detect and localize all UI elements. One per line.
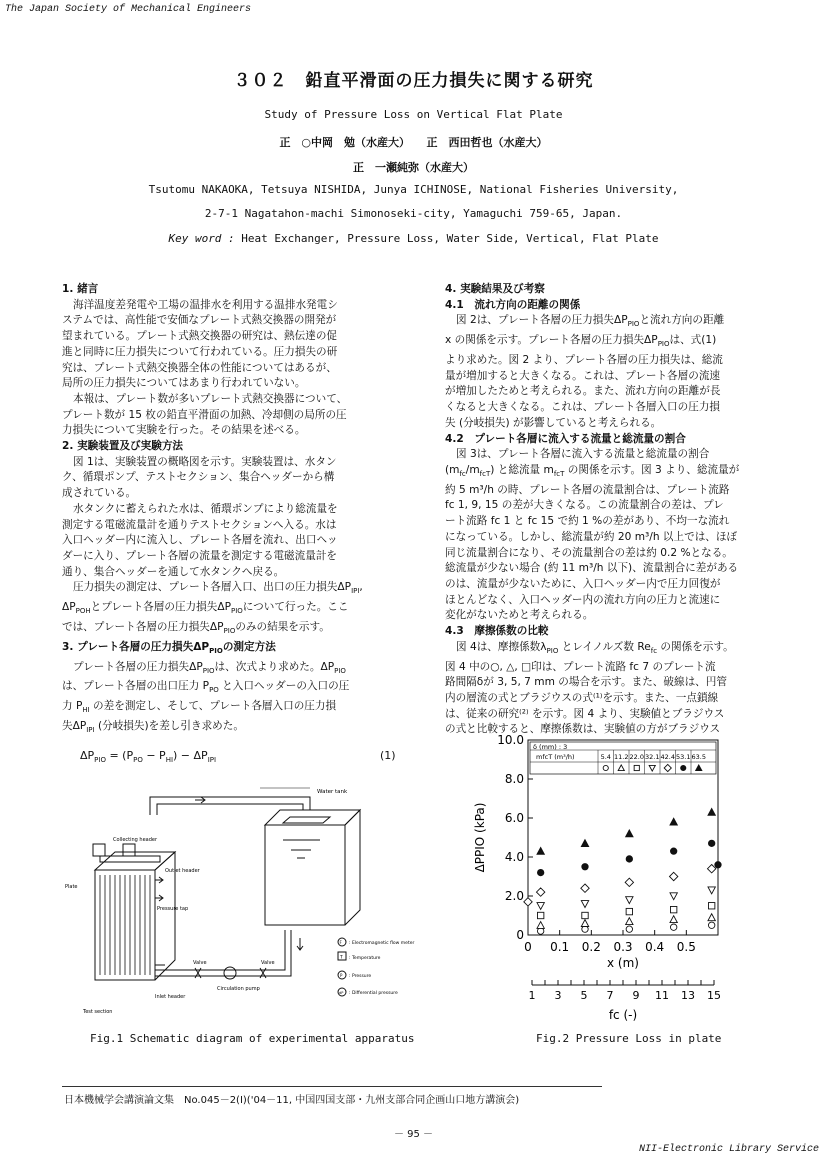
tank-side xyxy=(345,810,360,925)
keyword-label: Key word : xyxy=(168,232,235,245)
data-point xyxy=(626,926,632,932)
society-header: The Japan Society of Mechanical Engineers xyxy=(5,4,252,15)
fig1-legend-symbol-f: F xyxy=(339,940,342,945)
left-column-line: 1. 緒言 xyxy=(62,283,99,295)
right-column-line: 図 4 中の○, △, □印は、プレート流路 fc 7 のプレート流 xyxy=(445,660,716,673)
x-tick-label: 0.4 xyxy=(645,940,665,954)
legend-series-name: 63.5 xyxy=(691,753,706,761)
right-column-line: 量が増加すると大きくなる。これは、プレート各層の流速 xyxy=(445,369,721,382)
data-point xyxy=(708,808,715,815)
right-column-line: 変化がないためと考えられる。 xyxy=(445,609,594,622)
left-column-line: 圧力損失の測定は、プレート各層入口、出口の圧力損失$\Delta P_{IPI}$, xyxy=(73,581,363,596)
data-point xyxy=(626,830,633,837)
data-point xyxy=(708,840,714,846)
left-column-line: 通り、集合ヘッダーを通して水タンクへ戻る。 xyxy=(62,565,285,578)
data-point xyxy=(524,898,532,906)
fc-tick-label: 1 xyxy=(528,989,536,1002)
right-column-line: くなると大きくなる。これは、プレート各層入口の圧力損 xyxy=(445,401,721,414)
fig1-legend-temperature: : Temperature xyxy=(349,956,381,961)
right-column-line: 総流量が少ない場合 (約 11 m³/h 以下)、流量割合に差がある xyxy=(445,562,739,575)
fig1-label-test-section: Test section xyxy=(83,1009,113,1015)
fig1-label-water-tank: Water tank xyxy=(317,789,348,795)
left-column-line: 2. 実験装置及び実験方法 xyxy=(62,440,184,453)
right-column-line: は、従来の研究⁽²⁾ を示す。図 4 より、実験値とブラジウス xyxy=(445,707,725,720)
legend-series-name: 53.1 xyxy=(676,753,691,761)
proceedings-footer: 日本機械学会講演論文集 No.045－2(Ⅰ)('04－11, 中国四国支部・九州支部合同企画山口地方講演会) xyxy=(64,1095,520,1106)
left-column-line: 3. プレート各層の圧力損失$\Delta P_{PIO}$の測定方法 xyxy=(62,640,276,655)
data-point xyxy=(708,914,715,921)
data-point xyxy=(625,878,633,886)
y-tick-label: 0 xyxy=(516,928,524,942)
y-tick-label: 8.0 xyxy=(504,772,524,786)
page-number: － 95 － xyxy=(393,1129,434,1140)
left-column-line: 入口ヘッダー内に流入し、プレート各層を流れ、出口ヘッ xyxy=(62,534,338,547)
right-column-line: 失 (分岐損失) が影響していると考えられる。 xyxy=(445,416,662,429)
nii-footer: NII-Electronic Library Service xyxy=(638,1144,819,1155)
circulation-pump-symbol xyxy=(224,967,236,979)
data-point xyxy=(715,862,721,868)
left-column-line: ク、循環ポンプ、テストセクション、集合ヘッダーから構 xyxy=(62,471,335,484)
data-point xyxy=(708,903,714,909)
data-point xyxy=(537,869,543,875)
right-column-line: x の関係を示す。プレート各層の圧力損失$\Delta P_{PIO}$は、式(1) xyxy=(445,334,717,349)
left-column-line: プレート各層の圧力損失$\Delta P_{PIO}$は、次式より求めた。$\Delta P_{PIO}$ xyxy=(73,660,346,675)
data-point xyxy=(536,888,544,896)
legend-header: δ (mm) : 3 xyxy=(533,743,568,751)
fc-tick-label: 11 xyxy=(655,989,669,1002)
legend-marker xyxy=(634,765,639,770)
left-column-line: 失$\Delta P_{IPI}$ (分岐損失)を差し引き求めた。 xyxy=(62,720,244,735)
y-axis-label: ΔPPIO (kPa) xyxy=(473,802,487,873)
fig1-label-pressure-tap: Pressure tap xyxy=(157,906,189,912)
data-point xyxy=(581,884,589,892)
fig2-chart xyxy=(470,732,740,1022)
right-column-line: 図 4は、摩擦係数$\lambda_{PIO}$ とレイノルズ数 $Re_{fc}$ の関係を示す。 xyxy=(456,640,734,655)
x-tick-label: 0.2 xyxy=(581,940,601,954)
data-point xyxy=(581,920,588,927)
fig1-legend-symbol-dp: dP xyxy=(339,991,344,995)
thermometer-box-2 xyxy=(123,844,135,856)
fc-tick-label: 7 xyxy=(606,989,614,1002)
left-column-line: 海洋温度差発電や工場の温排水を利用する温排水発電シ xyxy=(73,298,338,311)
data-point xyxy=(626,856,632,862)
left-column-line: 望まれている。プレート式熱交換器の研究は、熱伝達の促 xyxy=(62,330,338,343)
fig1-legend-flow-meter: : Electromagnetic flow meter xyxy=(349,941,415,946)
fc-tick-label: 15 xyxy=(707,989,721,1002)
legend-series-name: 5.4 xyxy=(600,753,611,761)
legend-series-name: 22.0 xyxy=(629,753,644,761)
right-column-line: 同じ流量割合になり、その流量割合の差は約 0.2 %となる。 xyxy=(445,546,733,559)
left-column-line: 力損失について実験を行った。その結果を述べる。 xyxy=(62,424,306,437)
y-tick-label: 6.0 xyxy=(504,811,524,825)
english-title: Study of Pressure Loss on Vertical Flat Plate xyxy=(264,108,563,121)
legend-marker xyxy=(681,765,686,770)
left-column-line: 水タンクに蓄えられた水は、循環ポンプにより総流量を xyxy=(73,502,338,515)
address: 2-7-1 Nagatahon-machi Simonoseki-city, Yamaguchi 759-65, Japan. xyxy=(204,207,623,220)
left-column-line: プレート数が 15 枚の鉛直平滑面の加熱、冷却側の局所の圧 xyxy=(62,408,347,421)
authors-en: Tsutomu NAKAOKA, Tetsuya NISHIDA, Junya ICHINOSE, National Fisheries University, xyxy=(148,183,679,196)
left-column-line: 究は、プレート式熱交換器全体の性能についてはあるが、 xyxy=(62,361,337,374)
data-point xyxy=(626,918,633,925)
fc-tick-label: 9 xyxy=(632,989,640,1002)
data-point xyxy=(626,897,633,904)
fig1-label-plate: Plate xyxy=(65,884,78,890)
thermometer-box-1 xyxy=(93,844,105,856)
left-column-line: 成されている。 xyxy=(62,487,137,500)
left-column-line: 図 1は、実験装置の概略図を示す。実験装置は、水タン xyxy=(73,455,337,468)
left-column-line: 測定する電磁流量計を通りテストセクションへ入る。水は xyxy=(62,518,337,531)
right-column-line: fc 1, 9, 15 の差が大きくなる。この流量割合の差は、プレ xyxy=(445,499,724,512)
fig1-label-valve-2: Valve xyxy=(261,960,275,966)
left-column-line: 進と同時に圧力損失について行われている。圧力損失の研 xyxy=(62,345,338,358)
right-column-line: 4.3 摩擦係数の比較 xyxy=(445,625,549,638)
data-point xyxy=(670,893,677,900)
right-column-line: 4.2 プレート各層に流入する流量と総流量の割合 xyxy=(445,432,686,445)
right-column-line: 約 5 m³/h の時、プレート各層の流量割合は、プレート流路 xyxy=(445,483,730,496)
fc-tick-label: 5 xyxy=(580,989,588,1002)
data-point xyxy=(537,912,543,918)
fig1-legend-symbol-p: P xyxy=(340,973,343,978)
fig1-legend-differential-pressure: : Differential pressure xyxy=(349,991,398,996)
right-column-line: の式と比較すると、摩擦係数は、実験値の方がブラジウス xyxy=(445,723,721,736)
data-point xyxy=(708,922,714,928)
equation-text: $\Delta P_{PIO} = (P_{PO} - P_{HI}) - \Delta P_{IPI}$ xyxy=(80,749,217,765)
data-point xyxy=(670,916,677,923)
data-point xyxy=(708,887,715,894)
right-column xyxy=(445,282,785,738)
right-column-line: になっている。しかし、総流量が約 20 m³/h 以上では、ほぼ xyxy=(445,530,738,543)
data-point xyxy=(582,864,588,870)
legend-series-name: 42.4 xyxy=(660,753,675,761)
equation-number: (1) xyxy=(380,749,396,762)
footer-rule xyxy=(62,1086,602,1087)
right-column-line: のは、流量が少ないために、入口ヘッダー内で圧力回復が xyxy=(445,577,721,590)
left-column-line: 力 $P_{HI}$ の差を測定し、そして、プレート各層入口の圧力損 xyxy=(62,700,337,715)
fig1-label-circulation-pump: Circulation pump xyxy=(217,986,260,992)
fig1-legend-symbol-t: T xyxy=(340,955,343,961)
data-point xyxy=(670,906,676,912)
data-point xyxy=(626,908,632,914)
data-point xyxy=(669,872,677,880)
x-tick-label: 0 xyxy=(524,940,532,954)
equation-formula xyxy=(80,749,216,764)
x-tick-label: 0.3 xyxy=(613,940,633,954)
y-tick-label: 4.0 xyxy=(504,850,524,864)
data-point xyxy=(670,924,676,930)
left-column-line: 本報は、プレート数が多いプレート式熱交換器について、 xyxy=(73,392,348,405)
left-column-line: では、プレート各層の圧力損失$\Delta P_{PIO}$のみの結果を示す。 xyxy=(62,620,330,636)
y-tick-label: 10.0 xyxy=(497,733,524,747)
left-column-line: ダーに入り、プレート各層の流量を測定する電磁流量計を xyxy=(62,549,338,562)
page-title: ３０２ 鉛直平滑面の圧力損失に関する研究 xyxy=(233,71,594,91)
x-axis-label: x (m) xyxy=(607,956,639,970)
fig1-label-collecting-header: Collecting header xyxy=(113,837,158,843)
fc-axis-label: fc (-) xyxy=(608,1008,638,1022)
legend-series-name: 32.1 xyxy=(645,753,660,761)
right-column-line: 図 2は、プレート各層の圧力損失$\Delta P_{PIO}$と流れ方向の距離 xyxy=(456,314,725,329)
legend-label: mfcT (m³/h) xyxy=(536,753,575,761)
fig1-schematic xyxy=(55,780,425,1020)
fig1-label-outlet-header: Outlet header xyxy=(165,868,200,874)
data-point xyxy=(582,912,588,918)
right-column-line: より求めた。図 2 より、プレート各層の圧力損失は、総流 xyxy=(445,354,723,367)
left-column-line: ステムでは、高性能で安価なプレート式熱交換器の開発が xyxy=(62,314,337,327)
fc-tick-label: 3 xyxy=(554,989,562,1002)
right-column-line: 内の層流の式とブラジウスの式⁽¹⁾を示す。また、一点鎖線 xyxy=(445,692,719,705)
fc-tick-label: 13 xyxy=(681,989,695,1002)
data-point xyxy=(670,818,677,825)
data-point xyxy=(537,847,544,854)
data-point xyxy=(537,922,544,929)
fig1-legend-pressure: : Pressure xyxy=(349,974,372,979)
fig1-label-valve-1: Valve xyxy=(193,960,207,966)
x-tick-label: 0.1 xyxy=(550,940,570,954)
authors-jp-line1: 正 ○中岡 勉（水産大） 正 西田哲也（水産大） xyxy=(279,136,548,149)
legend-marker xyxy=(603,765,608,770)
right-column-line: 路間隔δが 3, 5, 7 mm の場合を示す。また、破線は、円管 xyxy=(445,676,727,689)
data-point xyxy=(537,903,544,910)
data-point xyxy=(581,901,588,908)
right-column-line: 4.1 流れ方向の距離の関係 xyxy=(445,298,581,311)
left-column-line: $\Delta P_{POH}$とプレート各層の圧力損失$\Delta P_{PIO}$について行った。ここ xyxy=(62,601,349,616)
keyword-list: Heat Exchanger, Pressure Loss, Water Side, Vertical, Flat Plate xyxy=(234,232,659,245)
left-column-line: は、プレート各層の出口圧力 $P_{PO}$ と入口ヘッダーの入口の圧 xyxy=(62,680,350,695)
y-tick-label: 2.0 xyxy=(504,889,524,903)
x-tick-label: 0.5 xyxy=(676,940,696,954)
right-column-line: 図 3は、プレート各層に流入する流量と総流量の割合 xyxy=(456,448,710,461)
right-column-line: 4. 実験結果及び考察 xyxy=(445,283,545,295)
right-column-line: ほとんどなく、入口ヘッダー内の流れ方向の圧力と流速に xyxy=(445,593,721,606)
fig1-label-inlet-header: Inlet header xyxy=(155,994,186,1000)
right-column-line: $(m_{fc}/m_{fcT})$ と総流量 $m_{fcT}$ の関係を示す。図 3 より、総流量が xyxy=(445,463,740,479)
data-point xyxy=(581,840,588,847)
left-column-line: 局所の圧力損失についてはあまり行われていない。 xyxy=(62,377,306,390)
legend-series-name: 11.2 xyxy=(614,753,629,761)
fig1-caption: Fig.1 Schematic diagram of experimental apparatus xyxy=(90,1032,415,1045)
fig2-caption: Fig.2 Pressure Loss in plate xyxy=(536,1032,722,1045)
data-point xyxy=(670,848,676,854)
authors-jp-line2: 正 一瀬純弥（水産大） xyxy=(353,161,474,174)
right-column-line: が増加したためと考えられる。また、流れ方向の距離が長 xyxy=(445,385,721,398)
right-column-line: ート流路 fc 1 と fc 15 で約 1 %の差があり、不均一な流れ xyxy=(445,515,730,528)
left-column xyxy=(62,282,407,739)
keywords xyxy=(0,232,827,245)
